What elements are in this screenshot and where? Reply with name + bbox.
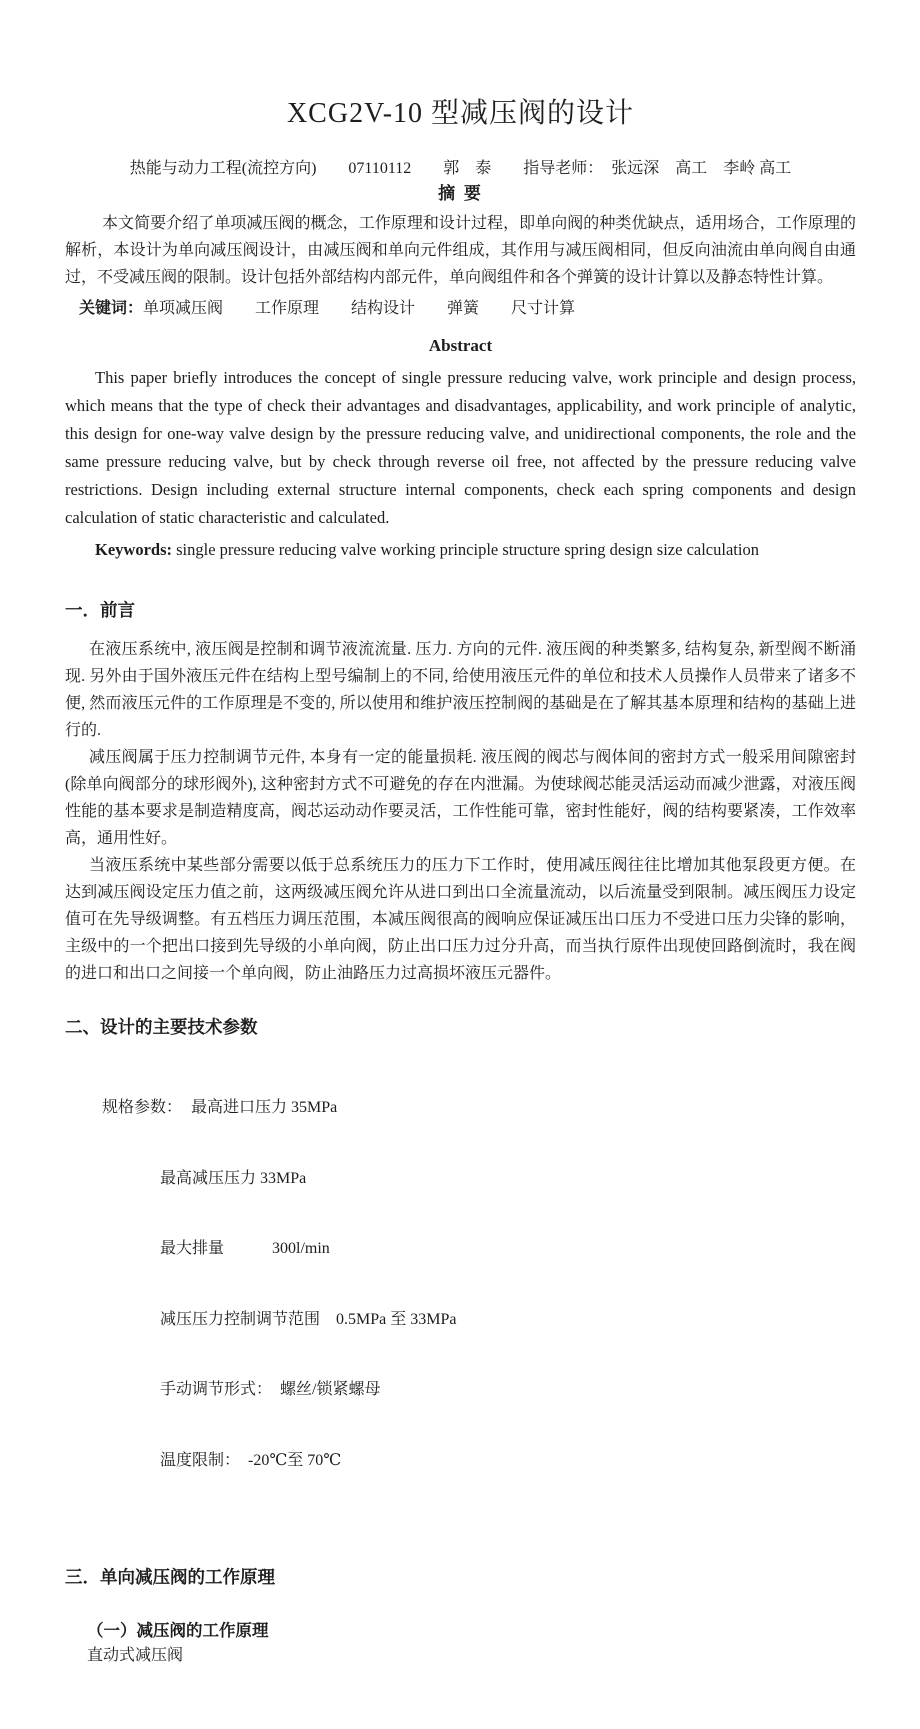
keywords-en-label: Keywords: xyxy=(95,540,172,559)
subsection-1-heading: （一）减压阀的工作原理 xyxy=(87,1622,269,1640)
spec-row-1 xyxy=(65,1096,856,1120)
abstract-en-body: This paper briefly introduces the concept of single pressure reducing valve, work principle and design process, which means that the type of check their advantages and disadvantages, applicability, and work principle of analytic, this design for one-way valve design by the pressure reducing valve, and unidirectional components, the role and the same pressure reducing valve, but by check through reverse oil free, not affected by the pressure reducing valve restrictions. Design including external structure internal components, check each spring components and design calculation of static characteristic and calculated. xyxy=(65,368,856,527)
spec-label: 规格参数： xyxy=(102,1099,183,1116)
spec-item: 最大排量 300l/min xyxy=(160,1240,330,1257)
page-title: XCG2V-10 型减压阀的设计 xyxy=(286,98,635,129)
spec-item: 最高减压压力 33MPa xyxy=(160,1169,307,1187)
spec-item: 手动调节形式： 螺丝/锁紧螺母 xyxy=(160,1381,381,1398)
intro-paragraph-2: 减压阀属于压力控制调节元件, 本身有一定的能量损耗. 液压阀的阀芯与阀体间的密封方式一般采用间隙密封(除单向阀部分的球形阀外), 这种密封方式不可避免的存在内泄漏。为使球阀芯能灵活运动而减少泄露，对液压阀性能的基本要求是制造精度高，阀芯运动动作要灵活，工作性能可靠，密封性能好，阀的结构要紧凑，工作效率高，通用性好。 xyxy=(65,749,856,847)
spec-item: 温度限制： -20℃至 70℃ xyxy=(160,1451,342,1469)
spec-item: 最高进口压力 35MPa xyxy=(191,1099,338,1116)
abstract-zh-heading: 摘 要 xyxy=(438,184,483,203)
section-3-heading: 三．单向减压阀的工作原理 xyxy=(65,1567,275,1587)
abstract-zh-body: 本文简要介绍了单项减压阀的概念，工作原理和设计过程，即单向阀的种类优缺点，适用场合，工作原理的解析，本设计为单向减压阀设计，由减压阀和单向元件组成，其作用与减压阀相同，但反向油流由单向阀自由通过，不受减压阀的限制。设计包括外部结构内部元件，单向阀组件和各个弹簧的设计计算以及静态特性计算。 xyxy=(65,215,856,286)
byline: 热能与动力工程(流控方向) 07110112 郭 泰 指导老师： 张远深 高工 李岭 高工 xyxy=(129,160,792,177)
keywords-zh-list: 单项减压阀 工作原理 结构设计 弹簧 尺寸计算 xyxy=(143,300,576,317)
keywords-en-list: single pressure reducing valve working principle structure spring design size calculation xyxy=(172,540,759,559)
section-2-heading: 二、设计的主要技术参数 xyxy=(65,1017,258,1037)
keywords-en-line xyxy=(65,536,856,564)
subsection-body-line: 直动式减压阀 xyxy=(87,1647,184,1664)
keywords-zh-label: 关键词： xyxy=(79,300,144,317)
spec-item: 减压压力控制调节范围 0.5MPa 至 33MPa xyxy=(160,1310,457,1328)
section-1-heading: 一．前言 xyxy=(65,600,135,620)
intro-paragraph-3: 当液压系统中某些部分需要以低于总系统压力的压力下工作时，使用减压阀往往比增加其他泵段更方便。在达到减压阀设定压力值之前，这两级减压阀允许从进口到出口全流量流动，以后流量受到限制。减压阀压力设定值可在先导级调整。有五档压力调压范围，本减压阀很高的阀响应保证减压出口压力不受进口压力尖锋的影响，主级中的一个把出口接到先导级的小单向阀，防止出口压力过分升高，而当执行原件出现使回路倒流时，我在阀的进口和出口之间接一个单向阀，防止油路压力过高损坏液压元器件。 xyxy=(65,857,856,982)
spec-list xyxy=(65,1049,856,1519)
keywords-zh-line xyxy=(65,295,856,322)
intro-paragraph-1: 在液压系统中, 液压阀是控制和调节液流流量. 压力. 方向的元件. 液压阀的种类繁多, 结构复杂, 新型阀不断涌现. 另外由于国外液压元件在结构上型号编制上的不同, 给使用液压元件的单位和技术人员操作人员带来了诸多不便, 然而液压元件的工作原理是不变的, 所以使用和维护液压控制阀的基础是在了解其基本原理和结构的基础上进行的. xyxy=(65,641,856,739)
abstract-en-heading: Abstract xyxy=(428,336,493,355)
